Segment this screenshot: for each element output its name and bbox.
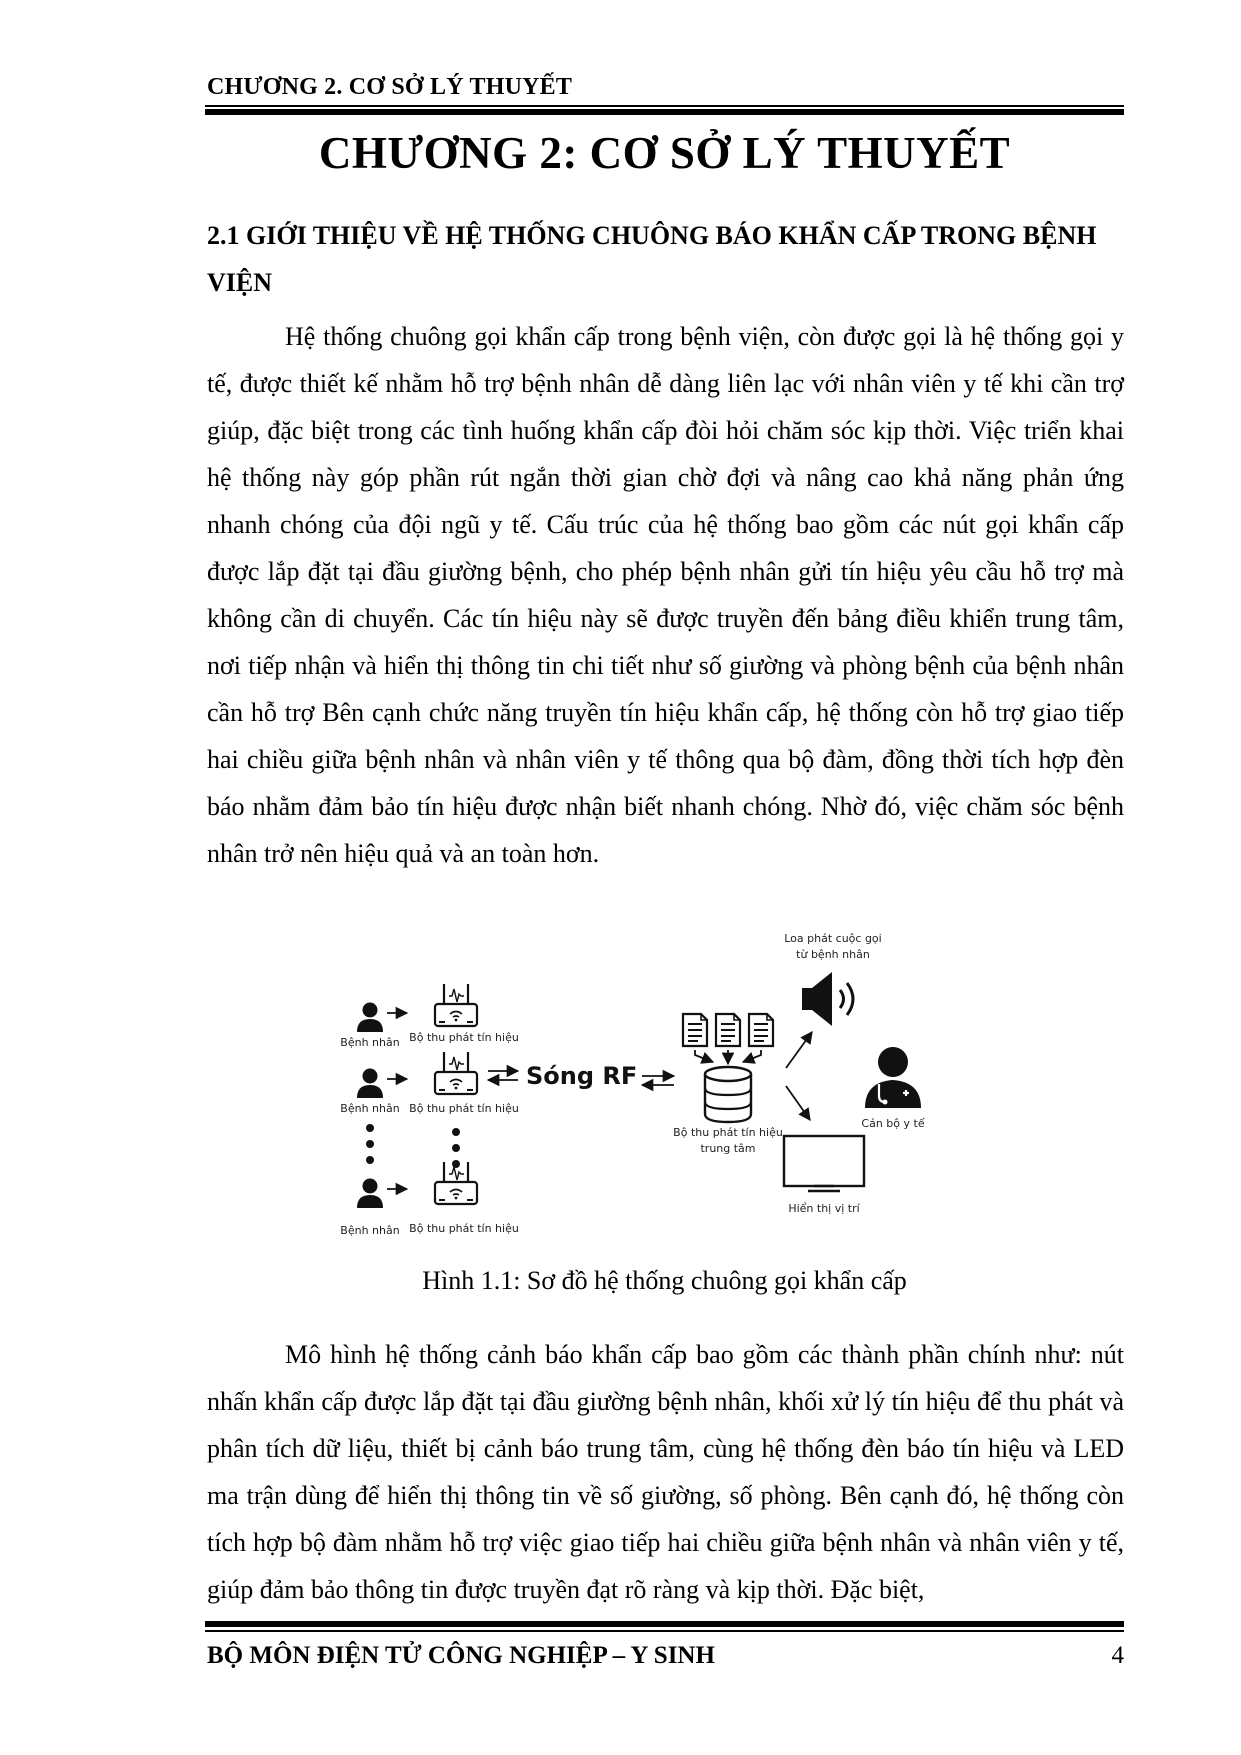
ellipsis-dot xyxy=(366,1140,374,1148)
speaker-icon xyxy=(802,972,853,1026)
ellipsis-dot xyxy=(452,1160,460,1168)
chapter-title: CHƯƠNG 2: CƠ SỞ LÝ THUYẾT xyxy=(318,128,1011,178)
paragraph-model: Mô hình hệ thống cảnh báo khẩn cấp bao gồm các thành phần chính như: nút nhấn khẩn cấp được lắp đặt tại đầu giường bệnh nhân, khối xử lý tín hiệu để thu phát và phân tích dữ liệu, thiết bị cảnh báo trung tâm, cùng hệ thống đèn báo tín hiệu và LED ma trận dùng để hiển thị thông tin về số giường, số phòng. Bên cạnh đó, hệ thống còn tích hợp bộ đàm nhằm hỗ trợ việc giao tiếp hai chiều giữa bệnh nhân và nhân viên y tế, giúp đảm bảo thông tin được truyền đạt rõ ràng và kịp thời. Đặc biệt, xyxy=(207,1340,1124,1604)
footer-rule-thick xyxy=(205,1621,1124,1627)
transceiver-label-3: Bộ thu phát tín hiệu xyxy=(409,1222,519,1235)
central-label-line2: trung tâm xyxy=(700,1142,756,1155)
patient-label-3: Bệnh nhân xyxy=(340,1224,400,1237)
ellipsis-dot xyxy=(366,1156,374,1164)
medical-staff-icon xyxy=(865,1047,921,1108)
arrow-icon xyxy=(695,1050,713,1062)
transceiver-icon-3 xyxy=(435,1162,477,1204)
transceiver-icon-2 xyxy=(435,1052,477,1094)
system-diagram xyxy=(330,890,970,1260)
footer-department: BỘ MÔN ĐIỆN TỬ CÔNG NGHIỆP – Y SINH xyxy=(207,1642,715,1669)
patient-icon-3 xyxy=(357,1179,383,1209)
running-header: CHƯƠNG 2. CƠ SỞ LÝ THUYẾT xyxy=(207,74,573,100)
database-icon xyxy=(705,1067,751,1122)
ellipsis-dot xyxy=(452,1128,460,1136)
document-icon-3 xyxy=(749,1014,773,1046)
rf-label: Sóng RF xyxy=(526,1062,638,1090)
document-icon-1 xyxy=(683,1014,707,1046)
ellipsis-dot xyxy=(452,1144,460,1152)
patient-icon-1 xyxy=(357,1003,383,1033)
section-heading: 2.1 GIỚI THIỆU VỀ HỆ THỐNG CHUÔNG BÁO KHẨN CẤP TRONG BỆNH VIỆN xyxy=(207,221,1097,297)
patient-icon-2 xyxy=(357,1069,383,1099)
figure-caption: Hình 1.1: Sơ đồ hệ thống chuông gọi khẩn cấp xyxy=(422,1266,907,1295)
central-label-line1: Bộ thu phát tín hiệu xyxy=(673,1126,783,1139)
arrow-icon xyxy=(743,1050,761,1062)
header-rule-thin xyxy=(205,105,1124,107)
ellipsis-dot xyxy=(366,1124,374,1132)
patient-label-2: Bệnh nhân xyxy=(340,1102,400,1115)
monitor-icon xyxy=(784,1136,864,1191)
patient-label-1: Bệnh nhân xyxy=(340,1036,400,1049)
document-icon-2 xyxy=(716,1014,740,1046)
staff-label: Cán bộ y tế xyxy=(861,1117,925,1130)
speaker-label-line1: Loa phát cuộc gọi xyxy=(784,932,882,945)
arrow-icon xyxy=(786,1086,810,1120)
header-rule-thick xyxy=(205,109,1124,115)
paragraph-intro: Hệ thống chuông gọi khẩn cấp trong bệnh viện, còn được gọi là hệ thống gọi y tế, được thiết kế nhằm hỗ trợ bệnh nhân dễ dàng liên lạc với nhân viên y tế khi cần trợ giúp, đặc biệt trong các tình huống khẩn cấp đòi hỏi chăm sóc kịp thời. Việc triển khai hệ thống này góp phần rút ngắn thời gian chờ đợi và nâng cao khả năng phản ứng nhanh chóng của đội ngũ y tế. Cấu trúc của hệ thống bao gồm các nút gọi khẩn cấp được lắp đặt tại đầu giường bệnh, cho phép bệnh nhân gửi tín hiệu yêu cầu hỗ trợ mà không cần di chuyển. Các tín hiệu này sẽ được truyền đến bảng điều khiển trung tâm, nơi tiếp nhận và hiển thị thông tin chi tiết như số giường và phòng bệnh của bệnh nhân cần hỗ trợ Bên cạnh chức năng truyền tín hiệu khẩn cấp, hệ thống còn hỗ trợ giao tiếp hai chiều giữa bệnh nhân và nhân viên y tế thông qua bộ đàm, đồng thời tích hợp đèn báo nhằm đảm bảo tín hiệu được nhận biết nhanh chóng. Nhờ đó, việc chăm sóc bệnh nhân trở nên hiệu quả và an toàn hơn. xyxy=(207,322,1124,868)
transceiver-label-1: Bộ thu phát tín hiệu xyxy=(409,1031,519,1044)
transceiver-icon-1 xyxy=(435,984,477,1026)
speaker-label-line2: từ bệnh nhân xyxy=(796,948,870,961)
transceiver-label-2: Bộ thu phát tín hiệu xyxy=(409,1102,519,1115)
footer-rule-thin xyxy=(205,1630,1124,1632)
page-number: 4 xyxy=(1111,1642,1124,1669)
arrow-icon xyxy=(786,1032,812,1068)
display-label: Hiển thị vị trí xyxy=(788,1202,860,1215)
